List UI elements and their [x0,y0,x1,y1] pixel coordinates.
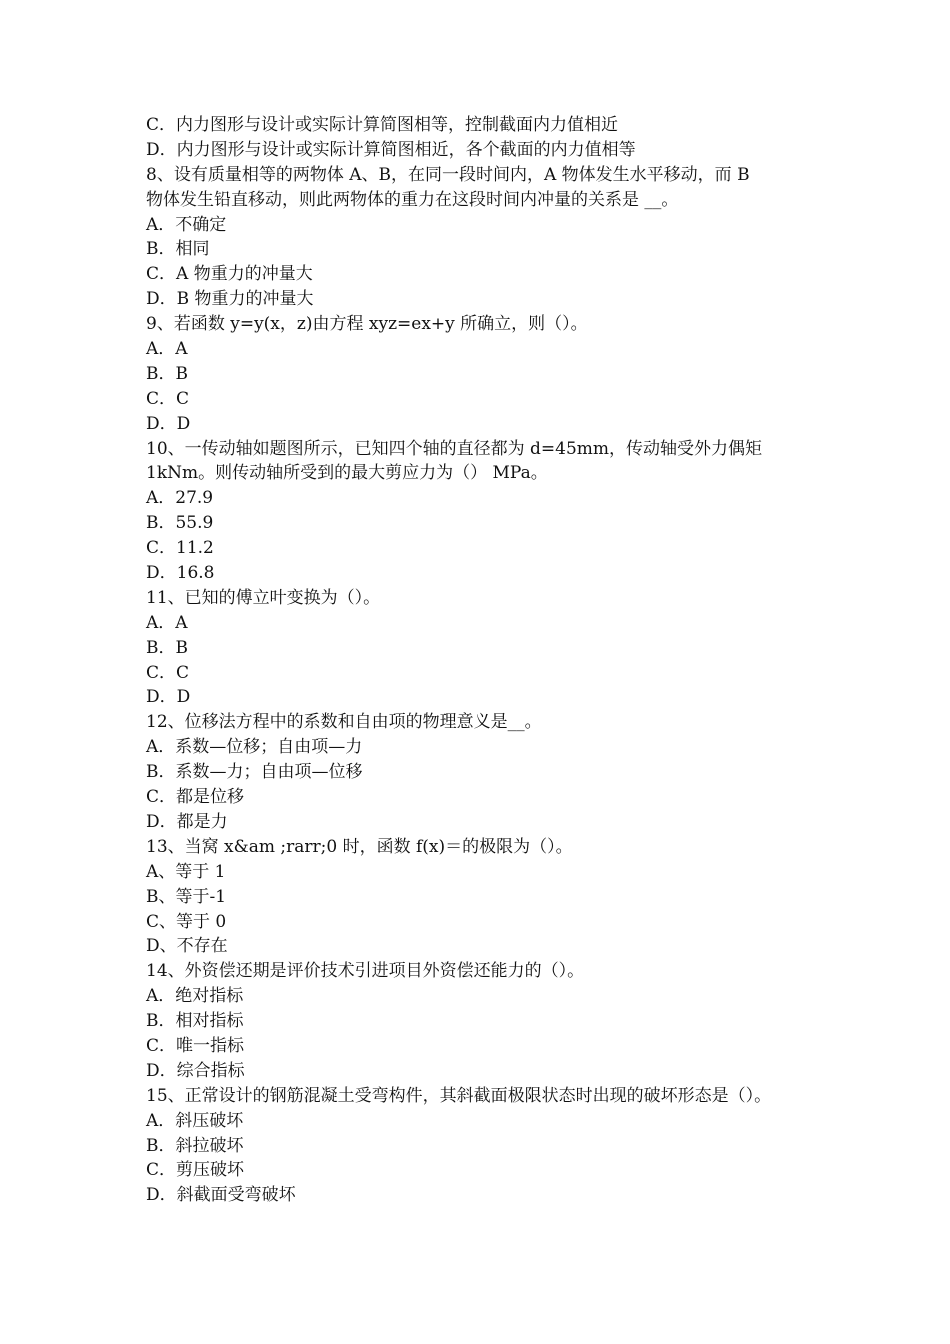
option-line: B．斜拉破坏 [146,1135,244,1156]
option-line: D．综合指标 [146,1060,245,1081]
question-line: 13、当窝 x&am ;rarr;0 时，函数 f(x)＝的极限为（）。 [146,836,573,857]
question-line: 8、设有质量相等的两物体 A、B，在同一段时间内，A 物体发生水平移动，而 B [146,164,750,185]
option-line: D．斜截面受弯破坏 [146,1185,296,1206]
option-line: C．11.2 [146,538,214,559]
option-line: C．唯一指标 [146,1035,245,1056]
option-line: B．B [146,363,188,384]
option-line: C．内力图形与设计或实际计算简图相等，控制截面内力值相近 [146,115,619,135]
option-line: A．绝对指标 [146,986,244,1007]
question-line: 12、位移法方程中的系数和自由项的物理意义是__。 [146,712,542,733]
question-line: 9、若函数 y=y(x，z)由方程 xyz=ex+y 所确立，则（）。 [146,314,588,335]
question-line: 10、一传动轴如题图所示，已知四个轴的直径都为 d=45mm，传动轴受外力偶矩 [146,438,763,459]
option-line: A．A [146,339,188,360]
question-line: 14、外资偿还期是评价技术引进项目外资偿还能力的（）。 [146,961,585,982]
option-line: C、等于 0 [146,911,227,932]
option-line: A．27.9 [146,488,214,509]
document-body [146,113,826,1208]
option-line: D．16.8 [146,563,215,584]
option-line: C．A 物重力的冲量大 [146,264,313,285]
question-line: 物体发生铅直移动，则此两物体的重力在这段时间内冲量的关系是 __。 [146,189,679,210]
option-line: C．C [146,662,190,683]
question-line: 11、已知的傅立叶变换为（）。 [146,587,381,608]
option-line: D、不存在 [146,936,228,957]
option-line: A．A [146,612,188,633]
option-line: B．相对指标 [146,1011,244,1032]
option-line: C．剪压破坏 [146,1160,245,1181]
option-line: B．相同 [146,239,210,260]
question-line: 15、正常设计的钢筋混凝土受弯构件，其斜截面极限状态时出现的破坏形态是（）。 [146,1085,772,1106]
option-line: D．B 物重力的冲量大 [146,289,314,310]
option-line: A．系数—位移；自由项—力 [146,737,363,758]
option-line: D．D [146,413,191,434]
option-line: A．斜压破坏 [146,1110,244,1131]
option-line: B．B [146,637,188,658]
option-line: D．D [146,687,191,708]
option-line: D．都是力 [146,811,228,832]
question-line: 1kNm。则传动轴所受到的最大剪应力为（） MPa。 [146,463,548,484]
option-line: A．不确定 [146,214,227,235]
option-line: B．55.9 [146,513,214,534]
option-line: B、等于-1 [146,886,227,907]
option-line: D．内力图形与设计或实际计算简图相近，各个截面的内力值相等 [146,139,636,160]
option-line: B．系数—力；自由项—位移 [146,762,363,783]
option-line: C．都是位移 [146,787,245,808]
option-line: C．C [146,388,190,409]
option-line: A、等于 1 [146,861,226,882]
